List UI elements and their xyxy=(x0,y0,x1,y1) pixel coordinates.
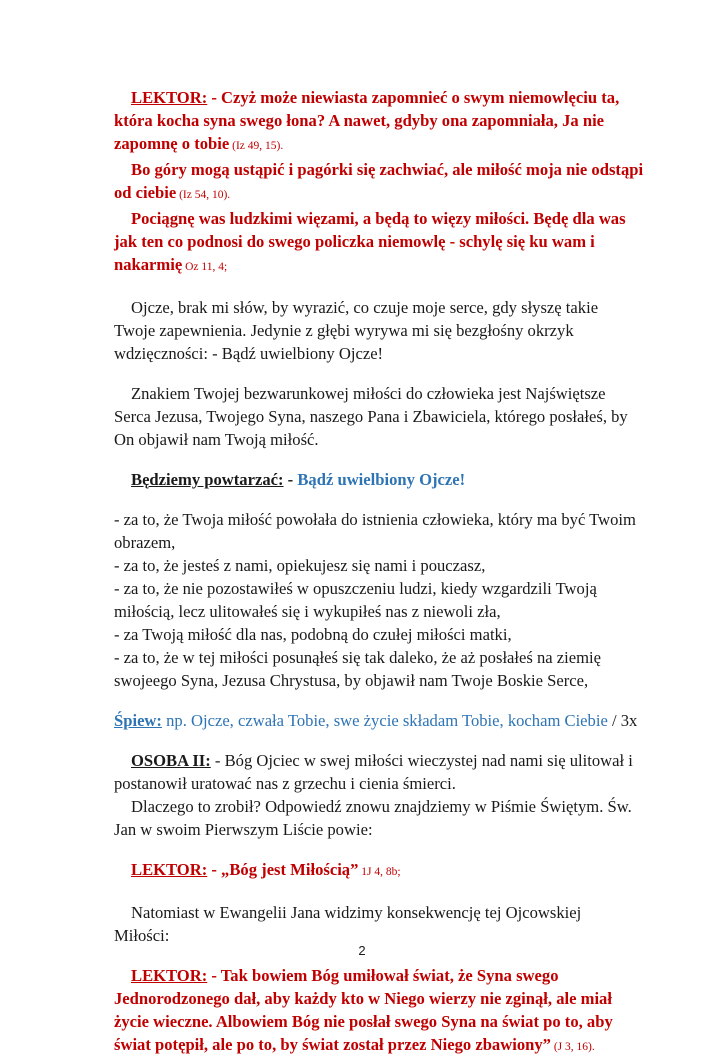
lektor-text-1: - Czyż może niewiasta zapomnieć o swym niemowlęciu ta, która kocha syna swego łona? A nawet, gdyby ona zapomniała, Ja nie zapomnę o tobie xyxy=(114,88,620,153)
lektor-text-2: Bo góry mogą ustąpić i pagórki się zachwiać, ale miłość moja nie odstąpi od ciebie xyxy=(114,160,644,202)
scripture-ref-1: (Iz 49, 15). xyxy=(229,140,284,152)
litany-item: - za to, że jesteś z nami, opiekujesz się nami i pouczasz, xyxy=(114,556,486,575)
lektor-block-3 xyxy=(114,964,644,1059)
lektor-block-1 xyxy=(114,86,644,279)
page-number: 2 xyxy=(358,943,366,958)
song-line xyxy=(114,709,644,732)
scripture-ref-3: Oz 11, 4; xyxy=(182,261,228,273)
scripture-ref-2: (Iz 54, 10). xyxy=(176,189,231,201)
scripture-ref: (J 3, 16). xyxy=(550,1041,595,1053)
lektor-paragraph-1 xyxy=(114,86,644,158)
litany-item: - za to, że w tej miłości posunąłeś się tak daleko, że aż posłałeś na ziemię swojeego Syna, Jezusa Chrystusa, by objawił nam Twoje Boskie Serce, xyxy=(114,648,602,690)
lektor-quote: - „Bóg jest Miłością” xyxy=(207,860,359,879)
lektor-paragraph-2 xyxy=(114,158,644,207)
lektor-text-3: Pociągnę was ludzkimi więzami, a będą to więzy miłości. Będę dla was jak ten co podnosi do swego policzka niemowlę - schylę się ku wam i nakarmię xyxy=(114,209,626,274)
lektor-label: LEKTOR: xyxy=(131,860,208,879)
litany-item: - za to, że nie pozostawiłeś w opuszczeniu ludzi, kiedy wzgardzili Twoją miłością, lecz ulitowałeś się i wykupiłeś nas z niewoli zła, xyxy=(114,579,597,621)
repeat-label: Będziemy powtarzać: xyxy=(131,470,284,489)
lektor-label: LEKTOR: xyxy=(131,966,208,985)
lektor-block-2 xyxy=(114,858,644,884)
osoba-block xyxy=(114,749,644,841)
osoba-label: OSOBA II: xyxy=(131,751,211,770)
scripture-ref: 1J 4, 8b; xyxy=(358,866,401,878)
prayer-paragraph-3: Natomiast w Ewangelii Jana widzimy konsekwencję tej Ojcowskiej Miłości: xyxy=(114,903,582,945)
repeat-response: Bądź uwielbiony Ojcze! xyxy=(297,470,466,489)
song-label: Śpiew: xyxy=(114,711,162,730)
song-text: np. Ojcze, czwała Tobie, swe życie składam Tobie, kocham Ciebie xyxy=(161,711,608,730)
song-suffix: / 3x xyxy=(607,711,638,730)
litany-item: - za to, że Twoja miłość powołała do istnienia człowieka, który ma być Twoim obrazem, xyxy=(114,510,636,552)
lektor-paragraph-3 xyxy=(114,207,644,279)
prayer-paragraph-1: Ojcze, brak mi słów, by wyrazić, co czuje moje serce, gdy słyszę takie Twoje zapewnienia. Jedynie z głębi wyrywa mi się bezgłośny okrzyk wdzięczności: - Bądź uwielbiony Ojcze! xyxy=(114,298,599,363)
osoba-paragraph xyxy=(114,749,644,795)
lektor-gospel-text: - Tak bowiem Bóg umiłował świat, że Syna swego Jednorodzonego dał, aby każdy kto w Niego wierzy nie zginął, ale miał życie wieczne. Albowiem Bóg nie posłał swego Syna na świat po to, aby świat potępił, ale po to, by świat został przez Niego zbawiony” xyxy=(114,966,613,1054)
osoba-paragraph-2: Dlaczego to zrobił? Odpowiedź znowu znajdziemy w Piśmie Świętym. Św. Jan w swoim Pierwszym Liście powie: xyxy=(114,797,632,839)
repeat-dash: - xyxy=(283,470,298,489)
litany-item: - za Twoją miłość dla nas, podobną do czułej miłości matki, xyxy=(114,625,512,644)
lektor-label: LEKTOR: xyxy=(131,88,208,107)
repeat-instruction xyxy=(114,468,644,491)
prayer-paragraph-2: Znakiem Twojej bezwarunkowej miłości do człowieka jest Najświętsze Serca Jezusa, Twojego Syna, naszego Pana i Zbawiciela, którego posłałeś, by On objawił nam Twoją miłość. xyxy=(114,384,628,449)
litany-list xyxy=(114,508,644,692)
osoba-text: - Bóg Ojciec w swej miłości wieczystej nad nami się ulitował i postanowił uratować nas z grzechu i cienia śmierci. xyxy=(114,751,633,793)
